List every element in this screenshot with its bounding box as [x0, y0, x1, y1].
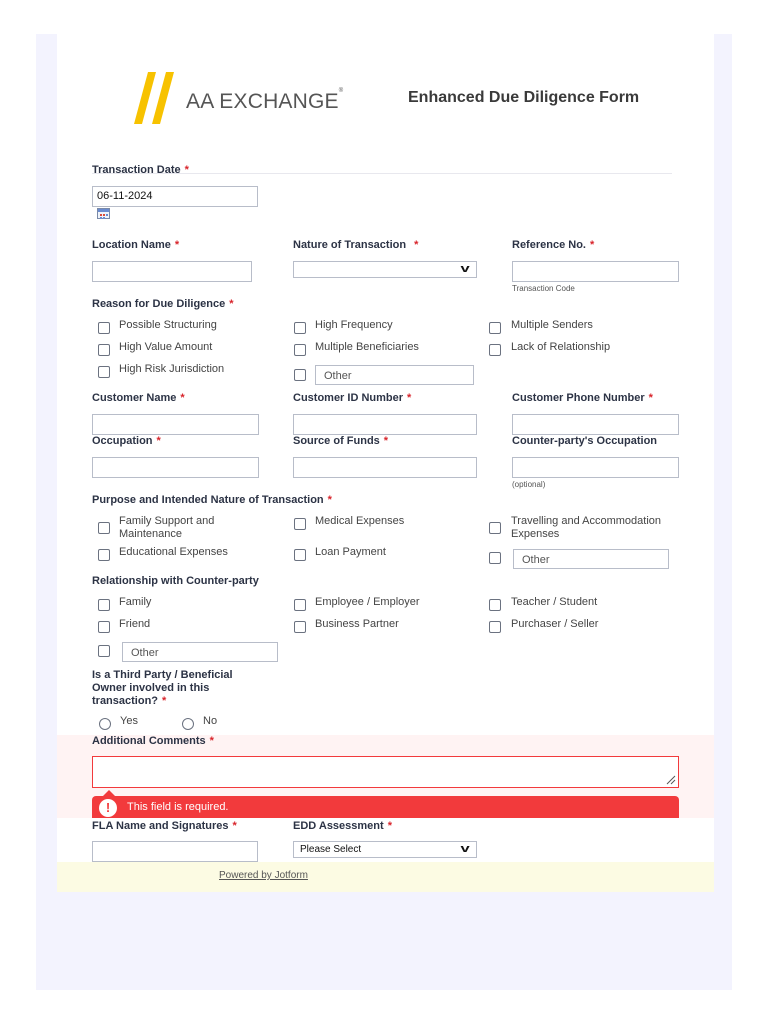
purpose-checkbox[interactable]	[294, 518, 306, 530]
reason-option-label: Multiple Senders	[511, 319, 593, 331]
form-title: Enhanced Due Diligence Form	[408, 89, 640, 106]
edd-assessment-label: EDD Assessment *	[293, 820, 392, 832]
relationship-option-label: Business Partner	[315, 618, 399, 630]
customer-id-label: Customer ID Number *	[293, 392, 412, 404]
customer-phone-input[interactable]	[512, 414, 679, 435]
chevron-down-icon: v	[460, 843, 470, 855]
reason-checkbox[interactable]	[98, 322, 110, 334]
chevron-down-icon: v	[460, 263, 470, 275]
purpose-option-label: Medical Expenses	[315, 515, 405, 527]
nature-of-transaction-label: Nature of Transaction *	[293, 239, 419, 251]
purpose-label: Purpose and Intended Nature of Transaction *	[92, 494, 332, 506]
reason-checkbox[interactable]	[489, 344, 501, 356]
footer-bar	[57, 862, 714, 892]
edd-assessment-select[interactable]: Please Select v	[293, 841, 477, 858]
transaction-date-label: Transaction Date *	[92, 164, 189, 176]
reason-option-label: High Frequency	[315, 319, 393, 331]
additional-comments-textarea[interactable]	[92, 756, 679, 788]
relationship-option-label: Purchaser / Seller	[511, 618, 599, 630]
error-alert-icon: !	[99, 799, 117, 817]
purpose-option-label: Family Support and Maintenance	[119, 515, 215, 540]
reason-option-label: High Risk Jurisdiction	[119, 363, 225, 375]
customer-name-input[interactable]	[92, 414, 259, 435]
source-of-funds-input[interactable]	[293, 457, 477, 478]
relationship-option-label: Friend	[119, 618, 151, 630]
purpose-option-label: Travelling and Accommodation Expenses	[511, 515, 662, 540]
reference-no-label: Reference No. *	[512, 239, 595, 251]
purpose-option-label: Loan Payment	[315, 546, 386, 558]
purpose-other-checkbox[interactable]	[489, 552, 501, 564]
powered-by-link[interactable]: Powered by Jotform	[219, 870, 308, 881]
purpose-checkbox[interactable]	[98, 522, 110, 534]
customer-name-label: Customer Name *	[92, 392, 185, 404]
purpose-other-input[interactable]: Other	[513, 549, 669, 569]
occupation-label: Occupation *	[92, 435, 161, 447]
counterparty-occupation-sublabel: (optional)	[512, 480, 546, 489]
logo-slash-icon	[134, 72, 180, 124]
relationship-option-label: Employee / Employer	[315, 596, 420, 608]
relationship-checkbox[interactable]	[489, 599, 501, 611]
logo-text: AA EXCHANGE®	[186, 88, 344, 113]
reason-option-label: High Value Amount	[119, 341, 213, 353]
purpose-option-label: Educational Expenses	[119, 546, 228, 558]
source-of-funds-label: Source of Funds *	[293, 435, 389, 447]
customer-id-input[interactable]	[293, 414, 477, 435]
error-message-text: This field is required.	[127, 801, 229, 813]
third-party-yes-label: Yes	[120, 715, 138, 727]
purpose-checkbox[interactable]	[98, 549, 110, 561]
additional-comments-label: Additional Comments *	[92, 735, 214, 747]
reason-label: Reason for Due Diligence *	[92, 298, 234, 310]
location-name-input[interactable]	[92, 261, 252, 282]
calendar-icon[interactable]	[97, 208, 110, 219]
reason-checkbox[interactable]	[489, 322, 501, 334]
resize-grip-icon[interactable]	[666, 775, 676, 785]
purpose-checkbox[interactable]	[489, 522, 501, 534]
reason-option-label: Multiple Beneficiaries	[315, 341, 419, 353]
third-party-label: Is a Third Party / Beneficial Owner involved in this transaction? *	[92, 669, 233, 707]
reason-checkbox[interactable]	[98, 366, 110, 378]
purpose-checkbox[interactable]	[294, 549, 306, 561]
reason-checkbox[interactable]	[98, 344, 110, 356]
relationship-option-label: Family	[119, 596, 152, 608]
third-party-yes-radio[interactable]	[99, 718, 111, 730]
reason-other-checkbox[interactable]	[294, 369, 306, 381]
transaction-date-input[interactable]: 06-11-2024	[92, 186, 258, 207]
reference-no-input[interactable]	[512, 261, 679, 282]
reason-checkbox[interactable]	[294, 322, 306, 334]
fla-name-label: FLA Name and Signatures *	[92, 820, 237, 832]
relationship-option-label: Teacher / Student	[511, 596, 598, 608]
reason-option-label: Lack of Relationship	[511, 341, 611, 353]
relationship-other-input[interactable]: Other	[122, 642, 278, 662]
reason-checkbox[interactable]	[294, 344, 306, 356]
customer-phone-label: Customer Phone Number *	[512, 392, 653, 404]
nature-of-transaction-select[interactable]	[293, 261, 477, 278]
relationship-checkbox[interactable]	[98, 621, 110, 633]
relationship-checkbox[interactable]	[294, 621, 306, 633]
third-party-no-radio[interactable]	[182, 718, 194, 730]
reason-other-input[interactable]: Other	[315, 365, 474, 385]
third-party-no-label: No	[203, 715, 218, 727]
relationship-other-checkbox[interactable]	[98, 645, 110, 657]
relationship-checkbox[interactable]	[489, 621, 501, 633]
relationship-checkbox[interactable]	[98, 599, 110, 611]
fla-name-input[interactable]	[92, 841, 258, 862]
occupation-input[interactable]	[92, 457, 259, 478]
relationship-checkbox[interactable]	[294, 599, 306, 611]
reason-option-label: Possible Structuring	[119, 319, 217, 331]
reference-no-sublabel: Transaction Code	[512, 284, 575, 293]
counterparty-occupation-input[interactable]	[512, 457, 679, 478]
counterparty-occupation-label: Counter-party's Occupation	[512, 435, 658, 447]
location-name-label: Location Name *	[92, 239, 180, 251]
relationship-label: Relationship with Counter-party	[92, 575, 259, 587]
